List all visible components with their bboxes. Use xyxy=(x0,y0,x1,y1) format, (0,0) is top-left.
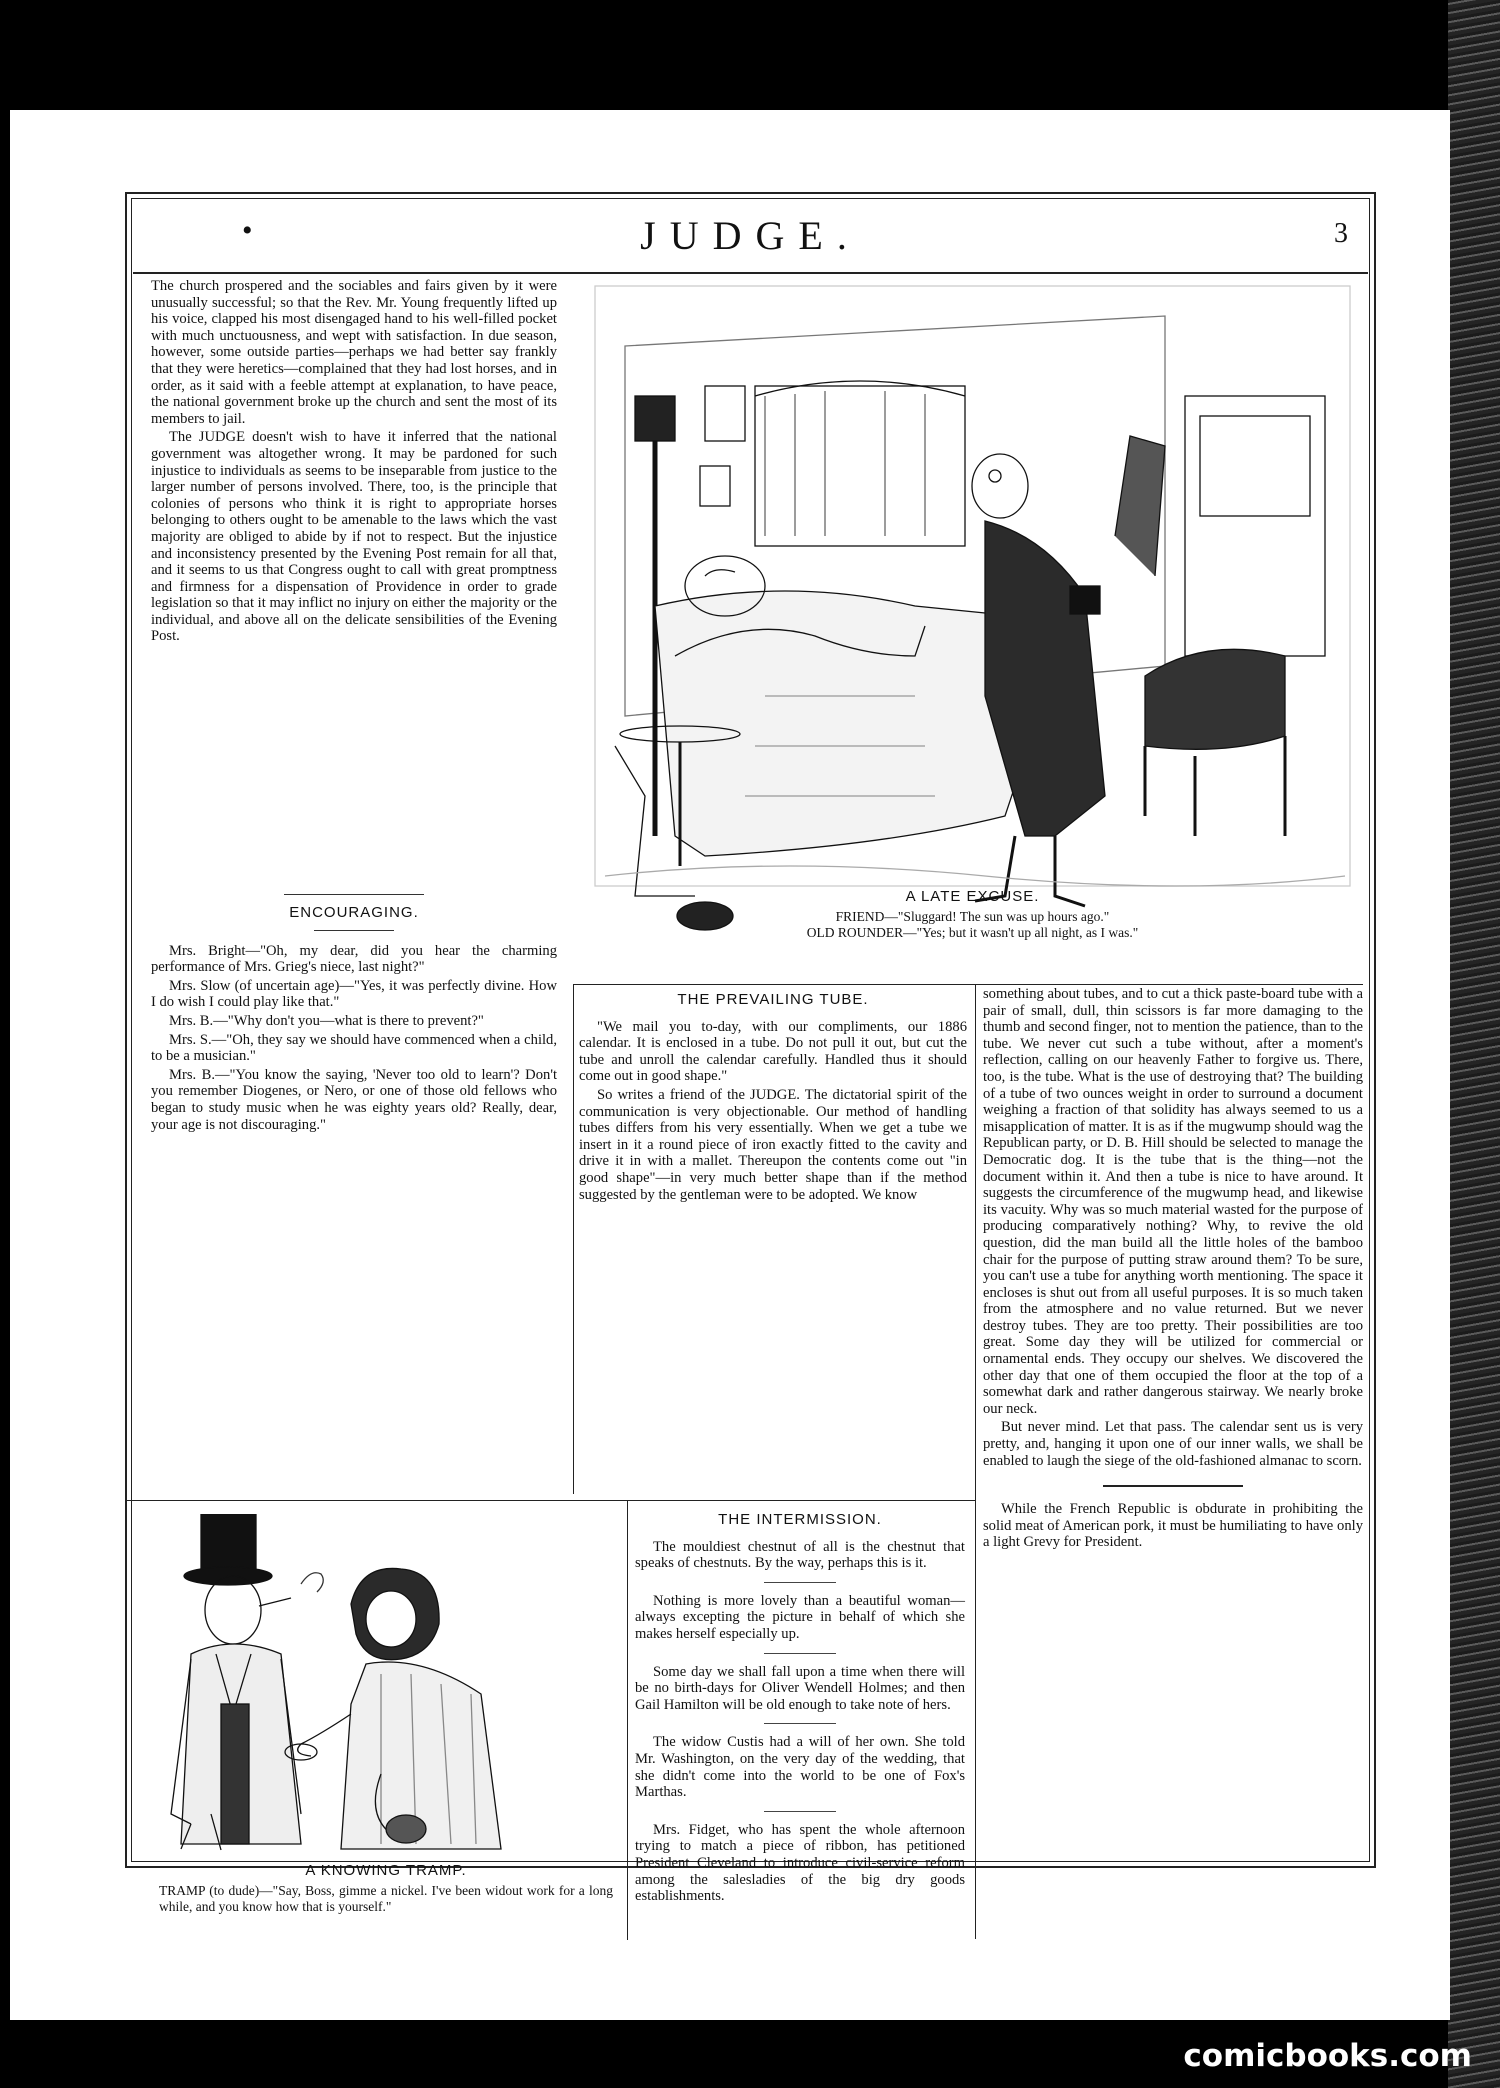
paragraph: The JUDGE doesn't wish to have it inferred that the national government was altogether wrong. It may be pardoned for such injustice to individuals as seems to be inseparable from justice to the larger number of persons involved. There, too, is the principle that colonies of persons who think it is right to appropriate horses belonging to others ought to be amenable to the laws which the vast majority are obliged to abide by if not to respect. But the injustice and inconsistency presented by the Evening Post remain for all that, and it seems to us that Congress ought to call with great promptness and firmness for a dispensation of Providence in order to grade legislation so that it may inflict no injury on either the majority or the individual, and above all on the delicate sensibilities of the Evening Post. xyxy=(151,429,557,645)
article-prevailing-tube-continued xyxy=(983,986,1363,1553)
page-sheet xyxy=(10,110,1450,2020)
book-spine xyxy=(1448,0,1500,2088)
divider xyxy=(284,894,424,895)
paragraph: Some day we shall fall upon a time when there will be no birth-days for Oliver Wendell Holmes; and then Gail Hamilton will be old enough to take note of hers. xyxy=(635,1663,965,1713)
page-number: 3 xyxy=(1334,218,1348,249)
article-left-top xyxy=(151,278,557,647)
masthead-title: JUDGE. xyxy=(640,213,861,258)
paragraph: Mrs. S.—"Oh, they say we should have commenced when a child, to be a musician." xyxy=(151,1031,557,1065)
caption-title: A LATE EXCUSE. xyxy=(905,888,1040,905)
bedroom-scene-illustration xyxy=(585,276,1360,976)
header-rule xyxy=(133,272,1368,274)
article-title: ENCOURAGING. xyxy=(289,904,419,921)
divider xyxy=(1103,1485,1243,1487)
paragraph: The mouldiest chestnut of all is the chestnut that speaks of chestnuts. By the way, perhaps this is it. xyxy=(635,1538,965,1572)
illustration-knowing-tramp xyxy=(151,1514,621,1939)
paragraph: The widow Custis had a will of her own. She told Mr. Washington, on the very day of the wedding, that she didn't come into the world to be one of Fox's Marthas. xyxy=(635,1734,965,1801)
tramp-and-dude-illustration xyxy=(151,1514,621,1854)
column-rule xyxy=(627,1500,628,1940)
caption-line: FRIEND—"Sluggard! The sun was up hours ago." xyxy=(835,909,1110,924)
article-encouraging xyxy=(151,894,557,1135)
paragraph: Mrs. Slow (of uncertain age)—"Yes, it was perfectly divine. How I do wish I could play like that." xyxy=(151,977,557,1011)
paragraph: While the French Republic is obdurate in prohibiting the solid meat of American pork, it must be humiliating to have only a light Grevy for President. xyxy=(983,1501,1363,1551)
site-watermark: comicbooks.com xyxy=(1183,2038,1472,2074)
page-frame xyxy=(125,192,1376,1914)
caption-line: TRAMP (to dude)—"Say, Boss, gimme a nickel. I've been widout work for a long while, and you know how that is yourself." xyxy=(159,1883,613,1914)
divider xyxy=(764,1582,836,1583)
column-rule xyxy=(975,984,976,1939)
caption-knowing-tramp xyxy=(151,1862,621,1915)
paragraph: Mrs. Bright—"Oh, my dear, did you hear the charming performance of Mrs. Grieg's niece, last night?" xyxy=(151,942,557,976)
divider xyxy=(764,1723,836,1724)
column-rule xyxy=(127,1500,975,1501)
divider xyxy=(764,1653,836,1654)
paragraph: The church prospered and the sociables and fairs given by it were unusually successful; so that the Rev. Mr. Young frequently lifted up his voice, clapped his most disengaged hand to his well-filled pocket with much unctuousness, and wept with satisfaction. In due season, however, some outside parties—perhaps we had better say frankly that they were heretics—complained that they had lost horses, and in order, as it said with a feeble attempt at explanation, to have peace, the national government broke up the church and sent the most of its members to jail. xyxy=(151,278,557,427)
column-rule xyxy=(573,984,1363,985)
paragraph: But never mind. Let that pass. The calendar sent us is very pretty, and, hanging it upon one of our inner walls, we shall be enabled to laugh the siege of the old-fashioned almanac to scorn. xyxy=(983,1419,1363,1469)
paragraph: Mrs. B.—"You know the saying, 'Never too old to learn'? Don't you remember Diogenes, or Nero, or one of those old fellows who began to study music when he was eighty years old? Really, dear, your age is not discouraging." xyxy=(151,1066,557,1133)
article-prevailing-tube xyxy=(579,988,967,1205)
caption-line: OLD ROUNDER—"Yes; but it wasn't up all night, as I was." xyxy=(806,925,1139,940)
paragraph: Mrs. Fidget, who has spent the whole afternoon trying to match a piece of ribbon, has petitioned President Cleveland to introduce civil-service reform among the salesladies of the big dry goods establishments. xyxy=(635,1821,965,1905)
masthead-ornament: • xyxy=(242,214,253,247)
article-title: THE PREVAILING TUBE. xyxy=(677,991,869,1008)
paragraph: So writes a friend of the JUDGE. The dictatorial spirit of the communication is very objectionable. Our method of handling tubes differs from his very essentially. When we get a tube we insert in it a round piece of iron exactly fitted to the cavity and drive it in with a mallet. Thereupon the contents come out "in good shape"—in very much better shape than if the method suggested by the gentleman were to be adopted. We know xyxy=(579,1086,967,1203)
divider xyxy=(764,1811,836,1812)
caption-title: A KNOWING TRAMP. xyxy=(305,1862,467,1879)
article-intermission xyxy=(635,1508,965,1907)
paragraph: Mrs. B.—"Why don't you—what is there to prevent?" xyxy=(169,1012,484,1029)
paragraph: Nothing is more lovely than a beautiful woman—always excepting the picture in behalf of which she makes herself especially up. xyxy=(635,1592,965,1642)
divider xyxy=(314,930,394,931)
article-title: THE INTERMISSION. xyxy=(718,1511,882,1528)
paragraph: "We mail you to-day, with our compliments, our 1886 calendar. It is enclosed in a tube. Do not pull it out, but cut the tube and unroll the calendar carefully. Handled thus it should come out in good shape." xyxy=(579,1018,967,1085)
paragraph: something about tubes, and to cut a thick paste-board tube with a pair of small, dull, thin scissors is far more damaging to the thumb and second finger, not to mention the patience, than to the tube. We never cut such a tube without, after a moment's reflection, calling on our heavenly Father to forgive us. There, too, is the tube. What is the use of destroying that? The building of a tube of two ounces weight in order to surround a document weighing a fraction of that solidity has always seemed to us a misapplication of matter. It is as if the mugwump should wag the Republican party, or D. B. Hill should be selected to manage the Democratic dog. It is the tube that is the thing—not the document within it. And then a tube is nice to have around. It suggests the circumference of the mugwump head, and likewise its vacuity. Why was so much material wasted for the purpose of producing comparatively nothing? Why, to revive the old question, did the man build all the little holes of the bamboo chair for the purpose of putting straw around them? To be sure, you can't use a tube for anything worth mentioning. The space it encloses is shut out from all useful purposes. It is so much taken from the atmosphere and no value returned. But we never destroy tubes. They are too pretty. Their possibilities are too great. Some day they will be utilized for commercial or ornamental ends. They occupy our shelves. We discovered the other day that one of them occupied the floor at the top of a somewhat dark and rather dangerous stairway. We nearly broke our neck. xyxy=(983,986,1363,1417)
caption-late-excuse xyxy=(585,888,1360,941)
illustration-late-excuse xyxy=(585,276,1360,976)
column-rule xyxy=(573,984,574,1494)
